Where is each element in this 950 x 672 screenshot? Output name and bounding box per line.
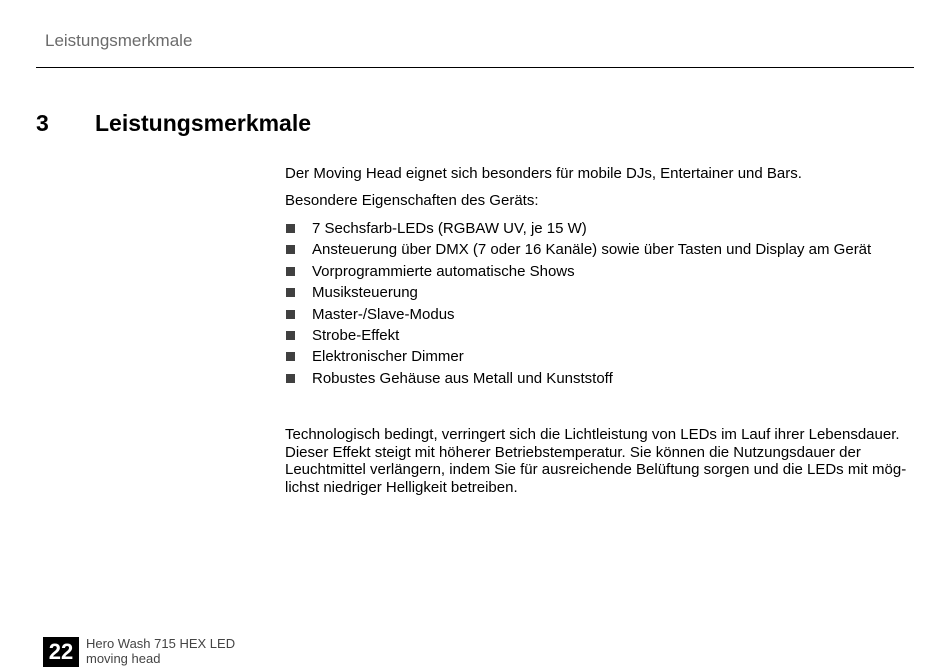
header-divider [36,67,914,68]
page-number: 22 [43,637,79,667]
chapter-title: Leistungsmerkmale [95,110,312,136]
feature-item [285,370,871,391]
features-intro: Besondere Eigenschaften des Geräts: [285,192,539,209]
feature-text: Vorprogrammierte automatische Shows [312,262,575,280]
feature-list [285,220,871,391]
feature-item [285,284,871,305]
footer-product-name [86,636,235,666]
intro-paragraph: Der Moving Head eignet sich besonders für mobile DJs, Entertainer und Bars. [285,165,802,182]
feature-text: Ansteuerung über DMX (7 oder 16 Kanäle) sowie über Tasten und Display am Gerät [312,241,872,259]
feature-text: Master-/Slave-Modus [312,305,455,323]
square-bullet-icon [286,245,295,254]
feature-text: Musiksteuerung [312,284,418,302]
chapter-number: 3 [36,110,49,136]
feature-item [285,327,871,348]
square-bullet-icon [286,310,295,319]
feature-item [285,220,871,241]
footer-product-line: moving head [86,651,161,666]
feature-item [285,263,871,284]
feature-item [285,348,871,369]
feature-item [285,241,871,262]
square-bullet-icon [286,352,295,361]
feature-item [285,306,871,327]
feature-text: Strobe-Effekt [312,326,400,344]
square-bullet-icon [286,288,295,297]
led-lifetime-note: Technologisch bedingt, verringert sich die Lichtleistung von LEDs im Lauf ihrer Lebensdauer. Dieser Effekt steigt mit höherer Betriebstemperatur. Sie können die Nutzungsdauer der Leuchtmittel verlängern, indem Sie für ausreichende Belüftung sorgen und die LEDs mit möglichst niedriger Helligkeit betreiben. [285,426,907,496]
square-bullet-icon [286,331,295,340]
square-bullet-icon [286,267,295,276]
feature-text: Elektronischer Dimmer [312,348,464,366]
chapter-heading [36,110,311,137]
square-bullet-icon [286,224,295,233]
footer-product-line: Hero Wash 715 HEX LED [86,636,236,651]
feature-text: 7 Sechsfarb-LEDs (RGBAW UV, je 15 W) [312,220,587,237]
square-bullet-icon [286,374,295,383]
feature-text: Robustes Gehäuse aus Metall und Kunststoff [312,369,613,387]
running-header: Leistungsmerkmale [45,31,193,50]
